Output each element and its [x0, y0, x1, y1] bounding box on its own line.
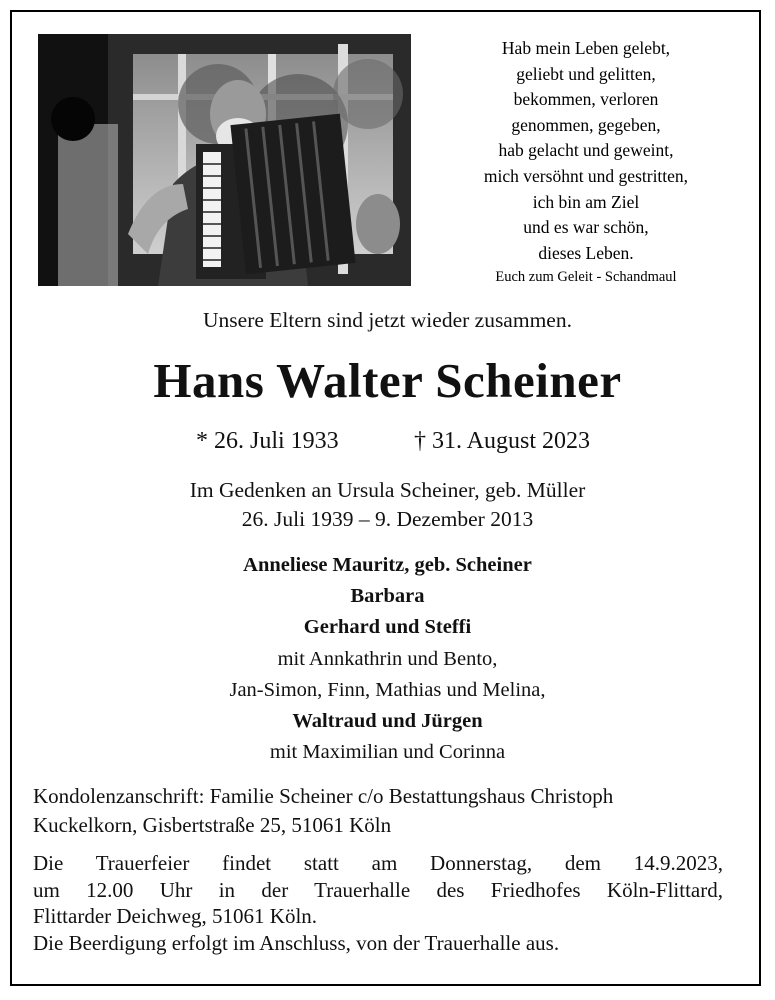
deceased-name: Hans Walter Scheiner [153, 353, 622, 408]
death-date: † 31. August 2023 [414, 428, 591, 454]
service-line: um 12.00 Uhr in der Trauerhalle des Friedhofes Köln-Flittard, [33, 877, 723, 902]
condolence-address [33, 782, 743, 840]
mourner-line: Gerhard und Steffi [303, 616, 472, 639]
poem-credit: Euch zum Geleit - Schandmaul [495, 269, 677, 286]
funeral-service-info [33, 850, 723, 956]
poem-line: dieses Leben. [538, 242, 634, 263]
mourner-line: Waltraud und Jürgen [292, 710, 483, 733]
intro-text: Unsere Eltern sind jetzt wieder zusammen. [203, 308, 572, 332]
condolence-line: Kuckelkorn, Gisbertstraße 25, 51061 Köln [33, 813, 392, 837]
poem-line: mich versöhnt und gestritten, [483, 165, 689, 186]
portrait-photo [38, 34, 411, 286]
poem-line: Hab mein Leben gelebt, [501, 38, 671, 58]
poem-line: geliebt und gelitten, [516, 63, 656, 84]
accordion-player-photo-icon [38, 34, 411, 286]
mourner-line: Anneliese Mauritz, geb. Scheiner [243, 554, 532, 576]
service-line: Die Beerdigung erfolgt im Anschluss, von der Trauerhalle aus. [33, 930, 560, 955]
poem-block [440, 36, 732, 288]
poem-line: genommen, gegeben, [511, 114, 661, 135]
mourner-line: mit Maximilian und Corinna [269, 741, 506, 764]
memorial-dates: 26. Juli 1939 – 9. Dezember 2013 [241, 507, 534, 531]
service-line: Flittarder Deichweg, 51061 Köln. [33, 904, 318, 928]
mourner-line: Jan-Simon, Finn, Mathias und Melina, [229, 678, 546, 701]
poem-line: ich bin am Ziel [532, 191, 640, 212]
mourner-line: mit Annkathrin und Bento, [277, 647, 498, 670]
poem-line: bekommen, verloren [513, 89, 659, 110]
mourners-list [0, 550, 775, 768]
mourner-line: Barbara [350, 585, 425, 608]
service-line: Die Trauerfeier findet statt am Donnerstag, dem 14.9.2023, [33, 851, 723, 875]
memorial-block [0, 476, 775, 534]
condolence-line: Kondolenzanschrift: Familie Scheiner c/o Bestattungshaus Christoph [33, 784, 614, 808]
birth-date: * 26. Juli 1933 [196, 428, 339, 454]
poem-line: und es war schön, [523, 217, 649, 238]
poem-line: hab gelacht und geweint, [498, 140, 674, 161]
memorial-line: Im Gedenken an Ursula Scheiner, geb. Müller [189, 478, 586, 502]
